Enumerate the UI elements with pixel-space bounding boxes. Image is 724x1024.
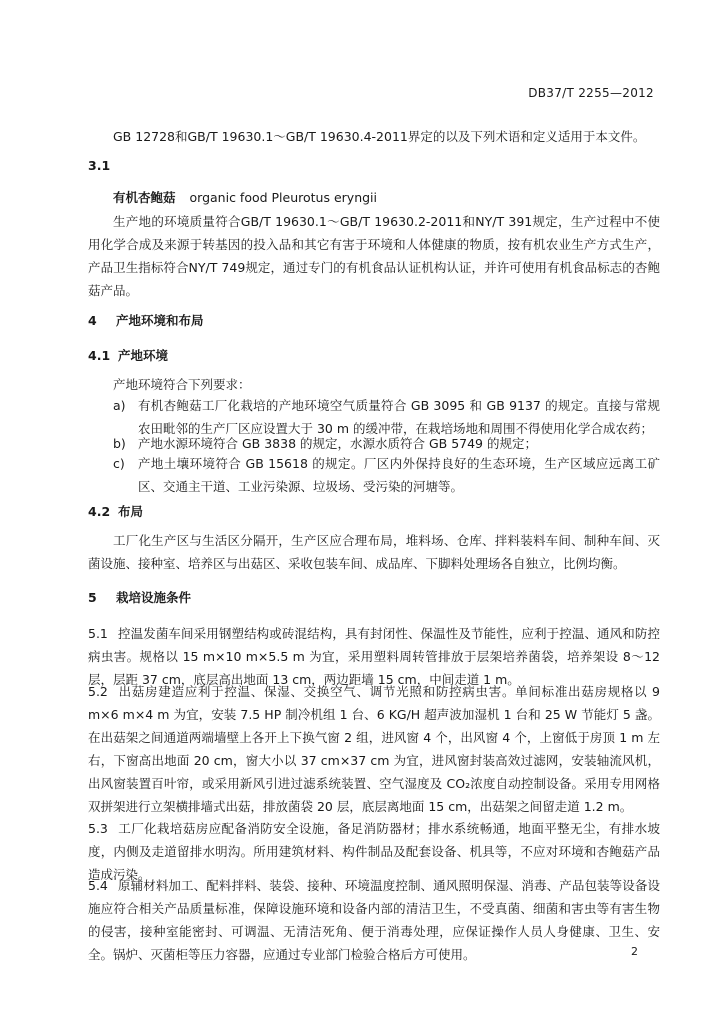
clause-5-2 (88, 680, 660, 818)
clause-text: 原辅材料加工、配料拌料、装袋、接种、环境温度控制、通风照明保湿、消毒、产品包装等设备设施应符合相关产品质量标准，保障设施环境和设备内部的清洁卫生，不受真菌、细菌和害虫等有害生物的侵害，接种室能密封、可调温、无清洁死角、便于消毒处理，应保证操作人员人身健康、卫生、安全。锅炉、灭菌柜等压力容器，应通过专业部门检验合格后方可使用。 (88, 878, 660, 962)
section-4-1-heading (88, 346, 168, 364)
list-marker: c) (113, 456, 125, 471)
clause-text: 出菇房建造应利于控温、保湿、交换空气、调节光照和防控病虫害。单间标准出菇房规格以 9 m×6 m×4 m 为宜，安装 7.5 HP 制冷机组 1 台、6 KG/H 超声波加湿机 1 台和 25 W 节能灯 5 盏。在出菇架之间通道两端墙壁上各开上下换气窗 2 组，进风窗 4 个，出风窗 4 个，上窗低于房顶 1 m 左右，下窗高出地面 20 cm，窗大小以 37 cm×37 cm 为宜，进风窗封装高效过滤网，安装轴流风机，出风窗装置百叶帘，或采用新风引进过滤系统装置、空气湿度及 CO₂浓度自动控制设备。采用专用网格双拼架进行立架横排墙式出菇，排放菌袋 20 层，底层离地面 15 cm，出菇架之间留走道 1.2 m。 (88, 684, 660, 814)
section-number: 4.2 (88, 504, 111, 519)
term-english: organic food Pleurotus eryngii (189, 190, 377, 205)
term-chinese: 有机杏鲍菇 (113, 190, 176, 205)
intro-paragraph: GB 12728和GB/T 19630.1～GB/T 19630.4-2011界定的以及下列术语和定义适用于本文件。 (113, 129, 646, 144)
list-item-text: 产地水源环境符合 GB 3838 的规定，水源水质符合 GB 5749 的规定； (138, 436, 537, 451)
section-title: 产地环境和布局 (116, 313, 204, 328)
clause-number: 5.3 (88, 821, 108, 836)
clause-text: 工厂化栽培菇房应配备消防安全设施，备足消防器材；排水系统畅通，地面平整无尘，有排水坡度，内侧及走道留排水明沟。所用建筑材料、构件制品及配套设备、机具等，不应对环境和杏鲍菇产品造成污染。 (88, 821, 660, 882)
section-4-2-heading (88, 502, 143, 520)
section-5-heading (88, 588, 191, 606)
section-title: 布局 (118, 504, 144, 519)
list-item-text: 产地土壤环境符合 GB 15618 的规定。厂区内外保持良好的生态环境，生产区域应远离工矿区、交通主干道、工业污染源、垃圾场、受污染的河塘等。 (138, 456, 660, 494)
definition-term (113, 188, 377, 206)
section-number: 4 (88, 313, 97, 328)
section-4-heading (88, 311, 204, 329)
definition-text: 生产地的环境质量符合GB/T 19630.1～GB/T 19630.2-2011和NY/T 391规定，生产过程中不使用化学合成及来源于转基因的投入品和其它有害于环境和人体健康的物质，按有机农业生产方式生产，产品卫生指标符合NY/T 749规定，通过专门的有机食品认证机构认证，并许可使用有机食品标志的杏鲍菇产品。 (88, 214, 660, 298)
list-marker: a) (113, 398, 126, 413)
section-title: 栽培设施条件 (116, 590, 192, 605)
clause-number: 5.4 (88, 878, 108, 893)
clause-number: 5.1 (88, 626, 108, 641)
list-item (113, 452, 660, 498)
definition-number: 3.1 (88, 158, 111, 173)
document-code: DB37/T 2255—2012 (528, 86, 654, 100)
list-marker: b) (113, 436, 126, 451)
section-number: 5 (88, 590, 97, 605)
section-4-2-text: 工厂化生产区与生活区分隔开，生产区应合理布局，堆料场、仓库、拌料装料车间、制种车间、灭菌设施、接种室、培养区与出菇区、采收包装车间、成品库、下脚料处理场各自独立，比例均衡。 (88, 533, 660, 571)
section-number: 4.1 (88, 348, 111, 363)
clause-text: 控温发菌车间采用钢塑结构或砖混结构，具有封闭性、保温性及节能性，应利于控温、通风和防控病虫害。规格以 15 m×10 m×5.5 m 为宜，采用塑料周转管排放于层架培养菌袋，培养架设 8～12 层，层距 37 cm，底层高出地面 13 cm，两边距墙 15 cm，中间走道 1 m。 (88, 626, 660, 687)
page-number: 2 (631, 945, 638, 958)
section-title: 产地环境 (118, 348, 169, 363)
clause-number: 5.2 (88, 684, 108, 699)
section-4-1-lead: 产地环境符合下列要求： (113, 377, 251, 392)
list-item-text: 有机杏鲍菇工厂化栽培的产地环境空气质量符合 GB 3095 和 GB 9137 的规定。直接与常规农田毗邻的生产厂区应设置大于 30 m 的缓冲带，在栽培场地和周围不得使用化学合成农药； (138, 398, 660, 436)
clause-5-4 (88, 874, 660, 966)
